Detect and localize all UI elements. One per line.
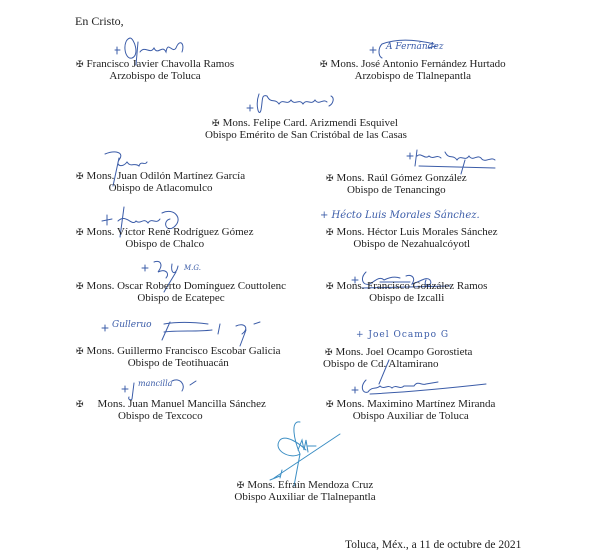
signatory-name: Mons. Juan Manuel Mancilla Sánchez [97,398,266,410]
signatory-title: Obispo de Tenancingo [347,184,446,196]
signatory-name: Mons. José Antonio Fernández Hurtado [330,58,506,70]
signatory-title: Obispo Auxiliar de Toluca [352,410,469,422]
signatory-name: Mons. Joel Ocampo Gorostieta [335,346,473,358]
cross-icon: ✠ [326,173,334,183]
signatory-block [326,398,495,422]
cross-icon: ✠ [76,227,84,237]
cross-icon: ✠ [320,59,328,69]
signatory-block [323,346,472,370]
cross-icon: ✠ [76,281,84,291]
cross-icon: ✠ [325,347,333,357]
signatory-block [76,280,286,304]
signatory-block [326,280,487,304]
signature-dominguez-couttolenc: M.G. [140,258,220,296]
signatory-block [230,479,380,503]
signatory-title: Obispo de Ecatepec [137,292,225,304]
signatory-block [76,170,245,194]
signatory-block [76,345,281,369]
signatory-title: Obispo de Nezahualcóyotl [353,238,471,250]
cross-icon: ✠ [326,399,334,409]
signatory-name: Mons. Víctor René Rodríguez Gómez [86,226,254,238]
signatory-title: Obispo de Teotihuacán [127,357,229,369]
signatory-title: Arzobispo de Tlalnepantla [354,70,472,82]
signatory-name: Francisco Javier Chavolla Ramos [86,58,235,70]
signatory-block [320,58,506,82]
signatory-name: Mons. Héctor Luis Morales Sánchez [336,226,498,238]
salutation: En Cristo, [75,14,124,28]
signatory-block [205,117,405,141]
signatory-name: Mons. Francisco González Ramos [336,280,488,292]
signatory-title: Obispo de Texcoco [118,410,203,422]
signatory-title: Obispo Auxiliar de Tlalnepantla [234,491,376,503]
signatory-block [76,398,266,422]
signatory-title: Obispo de Chalco [125,238,205,250]
signatory-block [326,226,498,250]
signatory-title: Arzobispo de Toluca [109,70,201,82]
signature-fernandez: A Fernández [368,40,458,63]
signature-mancilla-sanchez: mancilla [120,377,200,405]
cross-icon: ✠ [212,118,220,128]
cross-icon: ✠ [76,346,84,356]
cross-icon: ✠ [76,171,84,181]
cross-icon: ✠ [326,281,334,291]
signatory-name: Mons. Guillermo Francisco Escobar Galicia [86,345,281,357]
signatory-name: Mons. Oscar Roberto Domínguez Couttolenc [86,280,287,292]
signatory-title: Obispo de Atlacomulco [108,182,213,194]
signature-escobar-galicia: Gulleruo [100,318,270,351]
signatory-name: Mons. Maximino Martínez Miranda [336,398,496,410]
signatory-name: Mons. Raúl Gómez González [336,172,467,184]
signatory-block [76,58,234,82]
signatory-block [326,172,467,196]
signatory-name: Mons. Juan Odilón Martínez García [86,170,246,182]
cross-icon: ✠ [76,399,84,409]
cross-icon: ✠ [76,59,84,69]
cross-icon: ✠ [326,227,334,237]
signatory-title: Obispo Emérito de San Cristóbal de las Casas [205,129,407,141]
signatory-title: Obispo de Izcalli [369,292,445,304]
signatory-title: Obispo de Cd. Altamirano [323,358,439,370]
signatory-block [76,226,253,250]
cross-icon: ✠ [236,480,245,490]
place-date: Toluca, Méx., a 11 de octubre de 2021 [345,539,522,551]
signatory-name: Mons. Efraín Mendoza Cruz [247,479,374,491]
signatory-name: Mons. Felipe Card. Arizmendi Esquivel [222,117,398,129]
